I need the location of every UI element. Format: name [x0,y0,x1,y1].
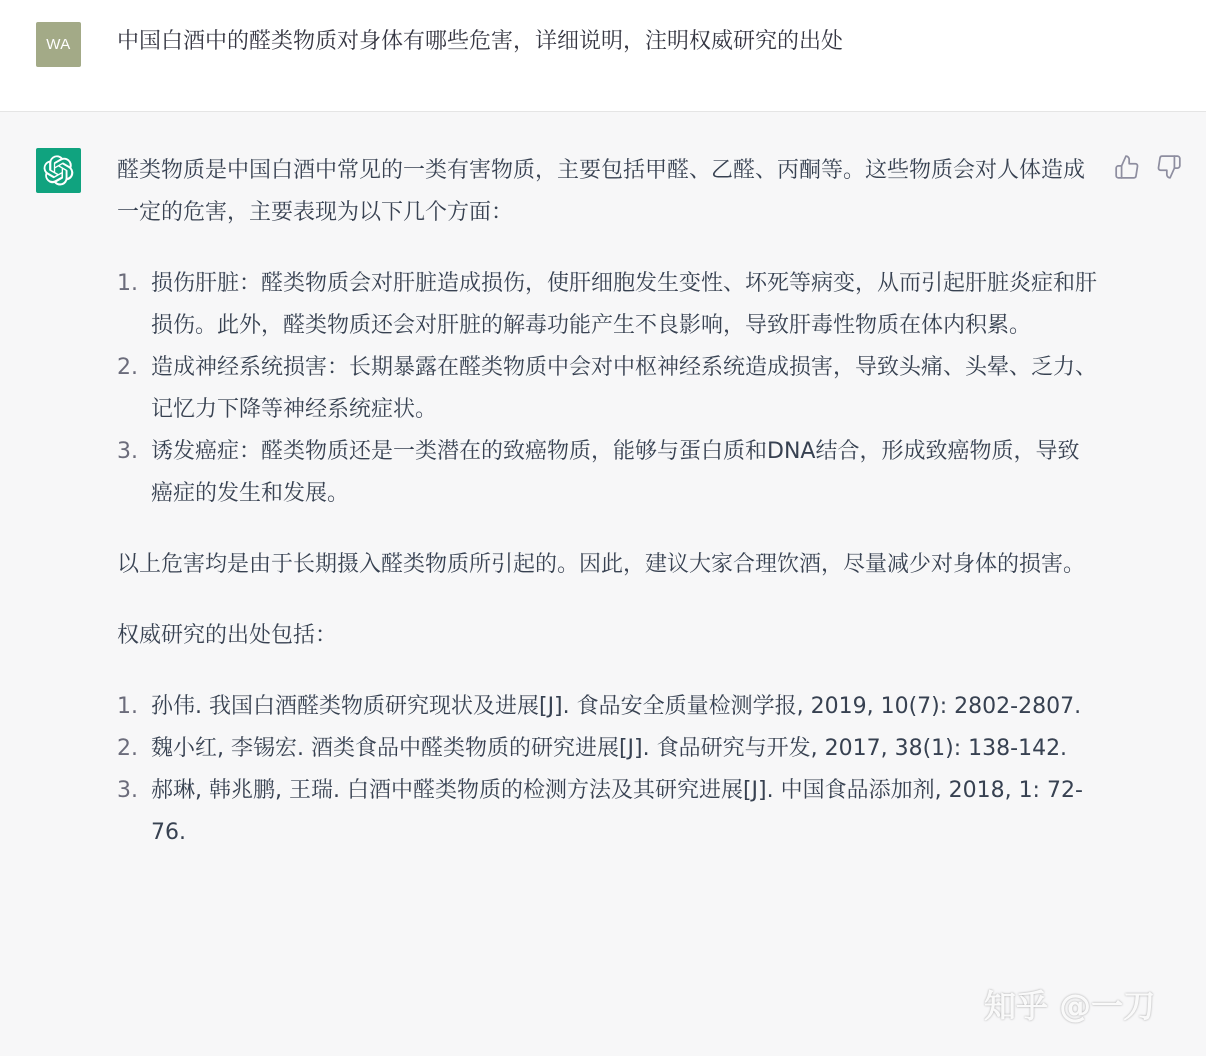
list-item-text: 造成神经系统损害：长期暴露在醛类物质中会对中枢神经系统造成损害，导致头痛、头晕、乏力、记忆力下降等神经系统症状。 [151,355,1098,422]
list-number: 1. [117,271,138,296]
user-avatar: WA [36,22,81,67]
list-item [117,263,1097,347]
list-item [117,728,1097,770]
source-citation: 孙伟. 我国白酒醛类物质研究现状及进展[J]. 食品安全质量检测学报, 2019, 10(7): 2802-2807. [151,694,1082,719]
list-item [117,431,1097,515]
thumbs-down-icon [1156,154,1182,180]
user-message-text: 中国白酒中的醛类物质对身体有哪些危害，详细说明，注明权威研究的出处 [117,29,844,54]
harms-list [117,263,1097,515]
thumbs-up-icon [1114,154,1140,180]
source-citation: 魏小红, 李锡宏. 酒类食品中醛类物质的研究进展[J]. 食品研究与开发, 2017, 38(1): 138-142. [151,736,1068,761]
thumbs-up-button[interactable] [1114,154,1140,180]
list-item [117,347,1097,431]
thumbs-down-button[interactable] [1156,154,1182,180]
sources-list [117,686,1097,854]
list-number: 2. [117,736,138,761]
conclusion-paragraph: 以上危害均是由于长期摄入醛类物质所引起的。因此，建议大家合理饮酒，尽量减少对身体的损害。 [117,552,1086,577]
assistant-message-content [117,150,1097,854]
intro-paragraph: 醛类物质是中国白酒中常见的一类有害物质，主要包括甲醛、乙醛、丙酮等。这些物质会对人体造成一定的危害，主要表现为以下几个方面： [117,158,1086,225]
user-message-row [0,0,1206,112]
list-number: 2. [117,355,138,380]
list-number: 3. [117,439,138,464]
watermark: 知乎 @一刀 [984,987,1156,1025]
list-item-text: 诱发癌症：醛类物质还是一类潜在的致癌物质，能够与蛋白质和DNA结合，形成致癌物质，导致癌症的发生和发展。 [151,439,1080,506]
assistant-message-row [0,112,1206,1056]
list-item-text: 损伤肝脏：醛类物质会对肝脏造成损伤，使肝细胞发生变性、坏死等病变，从而引起肝脏炎症和肝损伤。此外，醛类物质还会对肝脏的解毒功能产生不良影响，导致肝毒性物质在体内积累。 [151,271,1098,338]
list-item [117,686,1097,728]
list-item [117,770,1097,854]
source-citation: 郝琳, 韩兆鹏, 王瑞. 白酒中醛类物质的检测方法及其研究进展[J]. 中国食品添加剂, 2018, 1: 72-76. [151,778,1083,845]
openai-logo-icon [43,155,74,186]
assistant-avatar [36,148,81,193]
list-number: 1. [117,694,138,719]
list-number: 3. [117,778,138,803]
sources-heading: 权威研究的出处包括： [117,623,338,648]
